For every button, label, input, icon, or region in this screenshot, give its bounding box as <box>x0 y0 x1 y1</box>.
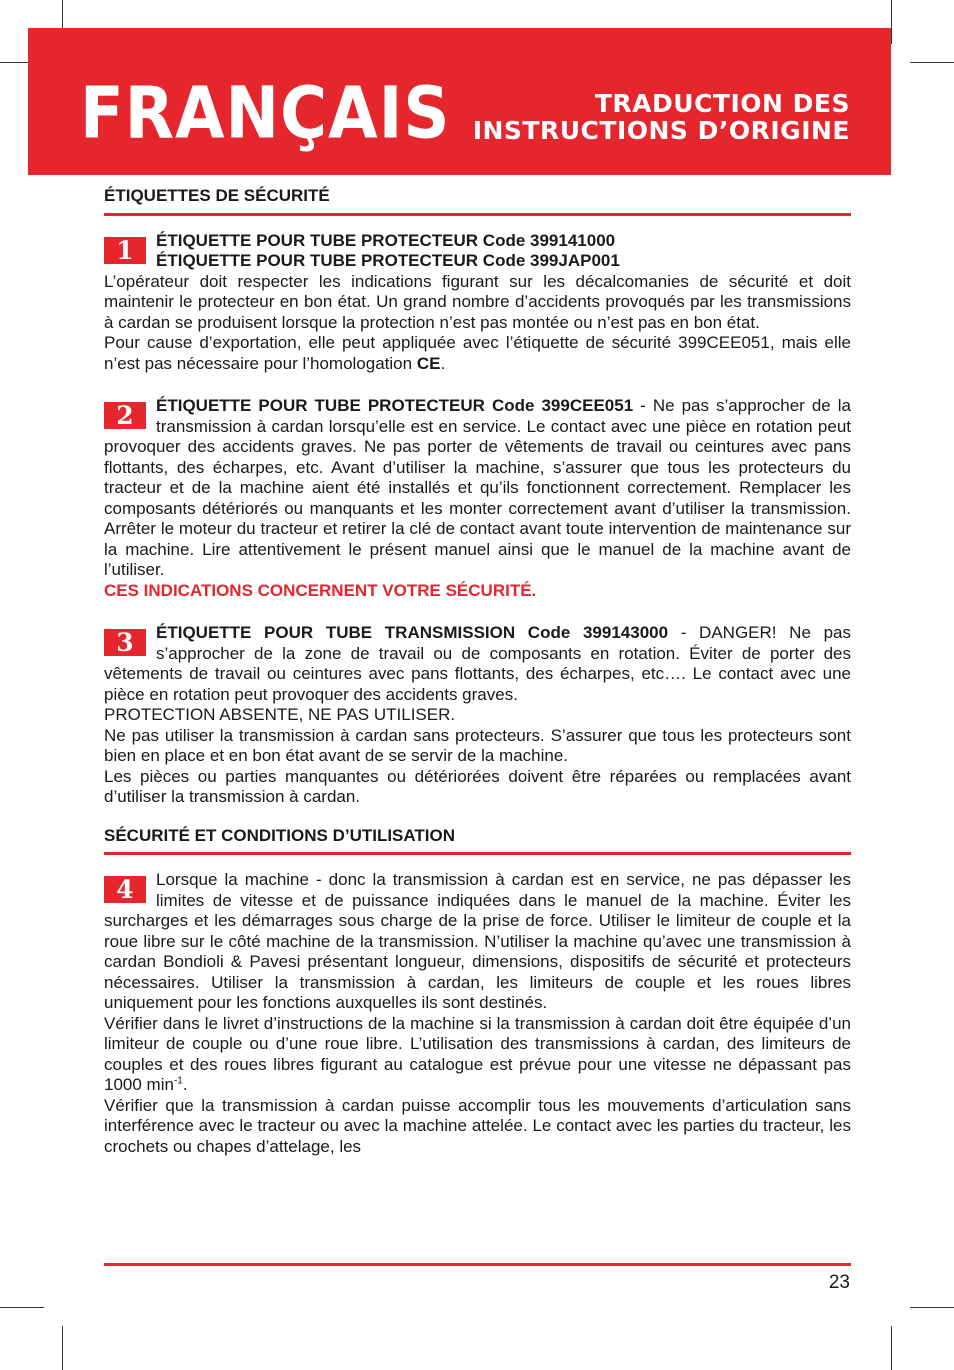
header-subtitle-line1: TRADUCTION DES <box>594 89 850 118</box>
item-number-badge: 4 <box>104 876 146 903</box>
item-number-badge: 1 <box>104 237 146 264</box>
item-paragraph <box>104 623 851 705</box>
item-number-badge: 2 <box>104 402 146 429</box>
item-heading: ÉTIQUETTE POUR TUBE TRANSMISSION Code 399143000 <box>156 623 669 642</box>
item-paragraph: Vérifier que la transmission à cardan puisse accomplir tous les mouvements d’articulation sans interférence avec le tracteur ou avec la machine attelée. Le contact avec les parties du tracteur, les crochets ou chapes d’attelage, les <box>104 1095 851 1156</box>
item-heading: ÉTIQUETTE POUR TUBE PROTECTEUR Code 399JAP001 <box>156 251 620 270</box>
crop-mark <box>910 62 954 63</box>
paragraph-text: Pour cause d’exportation, elle peut appliquée avec l’étiquette de sécurité 399CEE051, mais elle n’est pas nécessaire pour l’homologation <box>104 333 851 373</box>
header-subtitle <box>473 90 850 144</box>
item-paragraph <box>104 1014 851 1096</box>
paragraph-end: . <box>182 1075 188 1094</box>
label-item-4 <box>104 870 851 1157</box>
section-rule <box>104 213 851 216</box>
ce-mark-icon: CE <box>416 353 441 373</box>
crop-mark <box>0 1307 44 1308</box>
language-title: FRANÇAIS <box>80 72 451 156</box>
label-item-3 <box>104 623 851 808</box>
header-subtitle-line2: INSTRUCTIONS D’ORIGINE <box>472 116 850 145</box>
item-paragraph <box>104 396 851 581</box>
crop-mark <box>891 0 892 44</box>
item-paragraph <box>104 333 851 374</box>
item-heading: ÉTIQUETTE POUR TUBE PROTECTEUR Code 399CEE051 <box>156 396 634 415</box>
label-item-1 <box>104 231 851 375</box>
main-content <box>104 186 851 1179</box>
item-paragraph: Les pièces ou parties manquantes ou détériorées doivent être réparées ou remplacées avant d’utiliser la transmission à cardan. <box>104 766 851 806</box>
item-text: - DANGER! Ne pas s’approcher de la zone de travail ou de composants en rotation. Éviter de porter des vêtements de travail ou ceintures avec pans flottants, des écharpes, etc…. Le contact avec une pièce en rotation peut provoquer des accidents graves. <box>104 623 851 704</box>
item-heading: ÉTIQUETTE POUR TUBE PROTECTEUR Code 399141000 <box>156 230 616 250</box>
item-paragraph: Lorsque la machine - donc la transmission à cardan est en service, ne pas dépasser les limites de vitesse et de puissance indiquées dans le manuel de la machine. Éviter les surcharges et les démarrages sous charge de la prise de force. Utiliser le limiteur de couple et la roue libre sur le côté machine de la transmission. N’utiliser la machine qu’avec une transmission à cardan Bondioli & Pavesi présentant longueur, dimensions, dispositifs de sécurité et protecteurs nécessaires. Utiliser la transmission à cardan, les limiteurs de couple et les roues libres uniquement pour les fonctions auxquelles ils sont destinés. <box>104 870 851 1012</box>
crop-mark <box>62 1326 63 1370</box>
crop-mark <box>891 1326 892 1370</box>
page-number: 23 <box>828 1272 850 1293</box>
safety-warning: CES INDICATIONS CONCERNENT VOTRE SÉCURITÉ. <box>104 580 537 600</box>
footer-rule <box>104 1263 851 1266</box>
item-number-badge: 3 <box>104 629 146 656</box>
paragraph-end: . <box>440 353 446 373</box>
item-paragraph: PROTECTION ABSENTE, NE PAS UTILISER. <box>104 705 456 724</box>
paragraph-text: Vérifier dans le livret d’instructions de la machine si la transmission à cardan doit être équipée d’un limiteur de couple ou d’une roue libre. L’utilisation des transmissions à cardan, des limiteurs de couples et des roues libres figurant au catalogue est prévue pour une vitesse ne dépassant pas 1000 min <box>104 1013 851 1094</box>
item-paragraph: L’opérateur doit respecter les indications figurant sur les décalcomanies de sécurité et doit maintenir le protecteur en bon état. Un grand nombre d’accidents provoqués par les transmissions à cardan se produisent lorsque la protection n’est pas montée ou n’est pas en bon état. <box>104 271 851 332</box>
section-rule <box>104 852 851 855</box>
superscript: -1 <box>173 1075 183 1087</box>
label-item-2 <box>104 396 851 601</box>
section-title-safety-labels: ÉTIQUETTES DE SÉCURITÉ <box>104 186 330 205</box>
item-text: - Ne pas s’approcher de la transmission à cardan lorsqu’elle est en service. Le contact avec une pièce en rotation peut provoquer des accidents graves. Ne pas porter de vêtements de travail ou ceintures avec pans flottants, des écharpes, etc. Avant d’utiliser la machine, s’assurer que tous les protecteurs du tracteur et de la machine aient été installés et qu’ils fonctionnent correctement. Remplacer les composants détériorés ou manquants et les monter correctement avant d’utiliser la transmission. Arrêter le moteur du tracteur et retirer la clé de contact avant toute intervention de maintenance sur la machine. Lire attentivement le présent manuel ainsi que le manuel de la machine avant de l’utiliser. <box>104 396 852 579</box>
item-paragraph: Ne pas utiliser la transmission à cardan sans protecteurs. S’assurer que tous les protecteurs sont bien en place et en bon état avant de se servir de la machine. <box>104 725 851 765</box>
crop-mark <box>910 1307 954 1308</box>
section-title-safety-conditions: SÉCURITÉ ET CONDITIONS D’UTILISATION <box>104 825 456 845</box>
